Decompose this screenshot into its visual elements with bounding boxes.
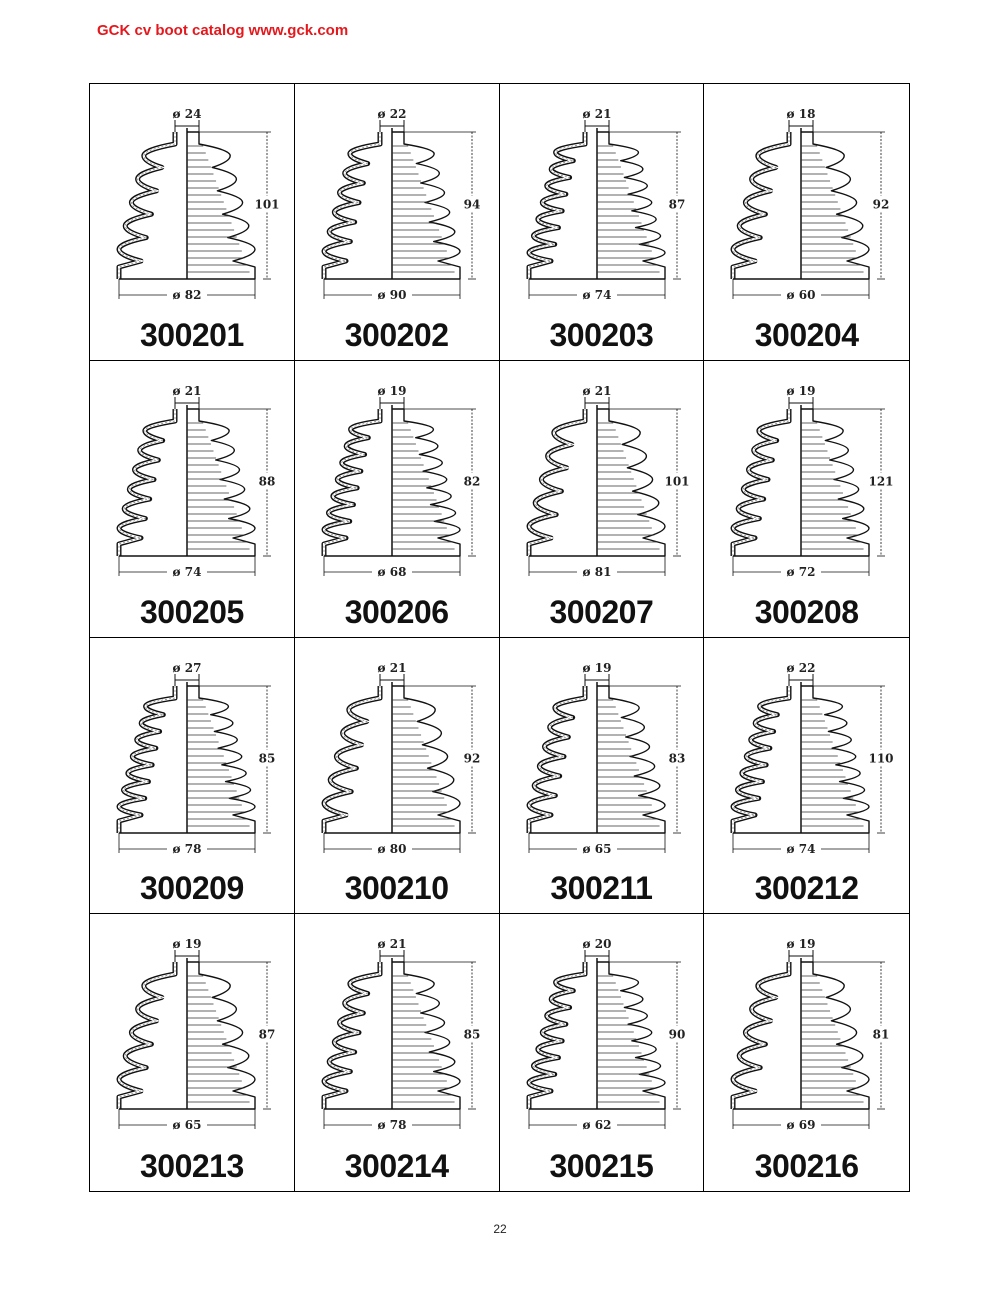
small-diameter-label: ø 24 (172, 107, 202, 121)
height-dimension (404, 686, 486, 833)
height-dimension (609, 686, 691, 833)
large-diameter-dimension (529, 279, 665, 302)
boot-cell (500, 638, 705, 915)
part-number: 300216 (754, 1148, 859, 1184)
large-diameter-dimension (119, 279, 255, 302)
part-number: 300211 (550, 870, 653, 907)
small-diameter-label: ø 19 (786, 937, 816, 952)
height-dimension (609, 409, 691, 556)
boot-profile (324, 958, 460, 1109)
boot-cell (295, 361, 500, 638)
large-diameter-dimension (733, 556, 869, 579)
large-diameter-dimension (324, 279, 460, 302)
small-diameter-label: ø 18 (786, 107, 816, 121)
large-diameter-label: ø 60 (786, 288, 816, 302)
large-diameter-label: ø 65 (582, 841, 611, 856)
boot-cell (295, 914, 500, 1191)
large-diameter-label: ø 74 (786, 841, 816, 856)
height-label: 83 (668, 751, 685, 765)
boot-cell (704, 914, 909, 1191)
boot-profile (529, 958, 665, 1109)
catalog-header: GCK cv boot catalog www.gck.com (97, 22, 349, 39)
small-diameter-label: ø 19 (377, 383, 407, 398)
large-diameter-label: ø 80 (377, 841, 407, 856)
boot-cell (704, 638, 909, 915)
part-number: 300201 (139, 316, 244, 353)
boot-cell (500, 84, 705, 361)
part-number: 300209 (139, 870, 244, 907)
boot-cell (90, 84, 295, 361)
large-diameter-label: ø 72 (786, 564, 816, 579)
part-number: 300207 (549, 593, 654, 630)
large-diameter-dimension (733, 833, 869, 856)
large-diameter-dimension (529, 556, 665, 579)
boot-profile (529, 405, 665, 556)
height-dimension (199, 962, 281, 1109)
height-label: 92 (463, 751, 481, 765)
height-label: 82 (463, 474, 481, 489)
height-label: 101 (254, 197, 280, 212)
large-diameter-dimension (119, 1109, 255, 1132)
boot-profile (119, 682, 255, 833)
height-label: 87 (668, 197, 685, 212)
height-label: 94 (463, 197, 481, 212)
small-diameter-label: ø 21 (377, 660, 407, 675)
boot-profile (733, 958, 869, 1109)
large-diameter-label: ø 81 (582, 564, 611, 579)
large-diameter-label: ø 62 (582, 1118, 611, 1133)
part-number: 300213 (139, 1148, 244, 1184)
boot-cell (90, 914, 295, 1191)
boot-profile (733, 128, 869, 279)
boot-profile (529, 682, 665, 833)
small-diameter-label: ø 21 (377, 937, 407, 952)
boot-cell (90, 361, 295, 638)
large-diameter-label: ø 68 (377, 564, 407, 579)
boot-profile (119, 128, 255, 279)
boot-profile (324, 682, 460, 833)
boot-catalog-grid (89, 83, 910, 1192)
boot-cell (90, 638, 295, 915)
height-label: 92 (872, 197, 890, 212)
height-label: 88 (258, 474, 276, 489)
part-number: 300214 (344, 1148, 449, 1184)
height-label: 90 (668, 1027, 685, 1042)
large-diameter-label: ø 90 (377, 288, 407, 302)
part-number: 300202 (344, 316, 449, 353)
height-dimension (199, 132, 281, 279)
large-diameter-dimension (324, 556, 460, 579)
height-dimension (813, 409, 895, 556)
large-diameter-label: ø 78 (377, 1118, 407, 1133)
large-diameter-dimension (324, 1109, 460, 1132)
height-label: 87 (258, 1027, 276, 1042)
part-number: 300204 (754, 316, 859, 353)
large-diameter-dimension (733, 279, 869, 302)
boot-profile (324, 128, 460, 279)
height-label: 85 (258, 751, 276, 765)
part-number: 300206 (344, 593, 449, 630)
small-diameter-label: ø 19 (582, 660, 611, 675)
small-diameter-label: ø 21 (582, 383, 611, 398)
height-label: 110 (868, 751, 894, 765)
large-diameter-dimension (529, 1109, 665, 1132)
small-diameter-label: ø 22 (377, 107, 407, 121)
large-diameter-dimension (119, 556, 255, 579)
large-diameter-label: ø 74 (582, 288, 611, 302)
small-diameter-label: ø 19 (172, 937, 202, 952)
boot-profile (324, 405, 460, 556)
part-number: 300203 (549, 316, 654, 353)
part-number: 300205 (139, 593, 244, 630)
boot-cell (295, 84, 500, 361)
height-label: 101 (663, 474, 690, 489)
boot-cell (704, 84, 909, 361)
large-diameter-label: ø 65 (172, 1118, 202, 1133)
large-diameter-label: ø 74 (172, 564, 202, 579)
large-diameter-label: ø 78 (172, 841, 202, 856)
small-diameter-label: ø 27 (172, 660, 202, 675)
large-diameter-dimension (119, 833, 255, 856)
height-label: 85 (463, 1027, 481, 1042)
large-diameter-dimension (733, 1109, 869, 1132)
boot-cell (704, 361, 909, 638)
part-number: 300215 (549, 1148, 654, 1184)
small-diameter-label: ø 22 (786, 660, 816, 675)
large-diameter-label: ø 82 (172, 288, 202, 302)
height-label: 121 (868, 474, 894, 489)
boot-profile (529, 128, 665, 279)
part-number: 300212 (754, 870, 859, 907)
boot-cell (500, 361, 705, 638)
part-number: 300208 (754, 593, 859, 630)
boot-profile (733, 682, 869, 833)
boot-profile (119, 958, 255, 1109)
large-diameter-dimension (529, 833, 665, 856)
height-dimension (199, 409, 281, 556)
height-dimension (813, 962, 895, 1109)
height-dimension (813, 132, 895, 279)
small-diameter-label: ø 21 (172, 383, 202, 398)
height-dimension (404, 962, 486, 1109)
small-diameter-label: ø 20 (582, 937, 611, 952)
part-number: 300210 (344, 870, 449, 907)
small-diameter-label: ø 21 (582, 107, 611, 121)
boot-cell (295, 638, 500, 915)
large-diameter-dimension (324, 833, 460, 856)
height-label: 81 (872, 1027, 890, 1042)
page-number: 22 (493, 1222, 507, 1236)
small-diameter-label: ø 19 (786, 383, 816, 398)
boot-cell (500, 914, 705, 1191)
height-dimension (404, 132, 486, 279)
boot-profile (119, 405, 255, 556)
large-diameter-label: ø 69 (786, 1118, 816, 1133)
boot-profile (733, 405, 869, 556)
